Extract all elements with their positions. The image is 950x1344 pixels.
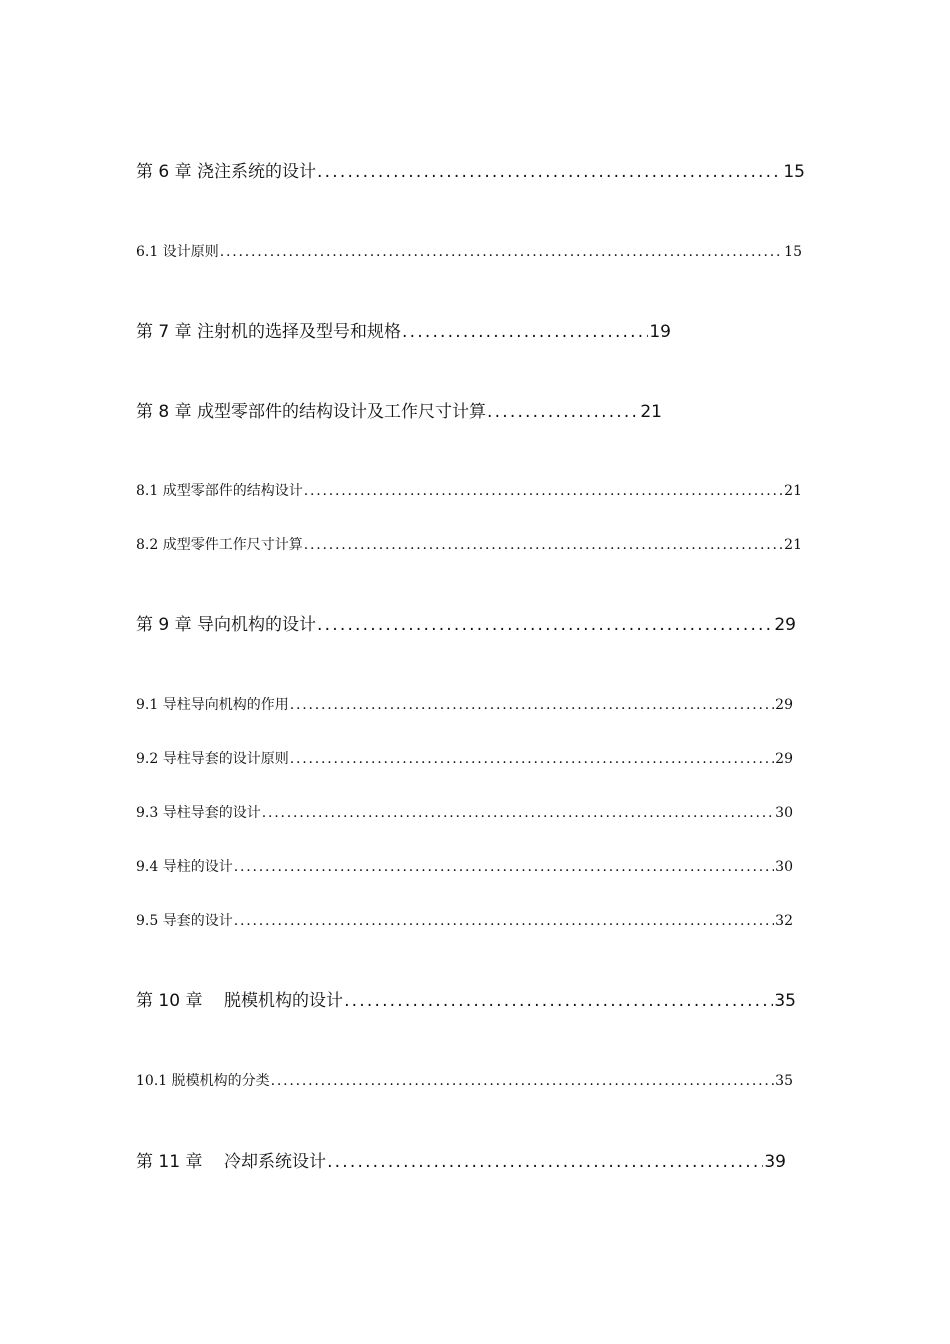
toc-leader-dots — [317, 612, 773, 638]
toc-page-number: 30 — [775, 859, 793, 875]
toc-page-number: 21 — [784, 537, 802, 553]
toc-title: 10.1 脱模机构的分类 — [136, 1073, 270, 1089]
toc-leader-dots — [304, 534, 783, 556]
toc-leader-dots — [271, 1070, 775, 1092]
toc-title: 第 8 章 成型零部件的结构设计及工作尺寸计算 — [136, 402, 487, 422]
toc-section-9-1[interactable] — [136, 694, 793, 716]
toc-page-number: 32 — [775, 913, 793, 929]
toc-page-number: 30 — [775, 805, 793, 821]
toc-section-9-3[interactable] — [136, 802, 793, 824]
toc-page-number: 15 — [783, 162, 805, 182]
toc-leader-dots — [234, 910, 774, 932]
toc-chapter-8[interactable] — [136, 399, 662, 425]
toc-page-number: 19 — [649, 322, 671, 342]
toc-title: 第 6 章 浇注系统的设计 — [136, 162, 317, 182]
toc-title: 第 7 章 注射机的选择及型号和规格 — [136, 322, 402, 342]
toc-title: 第 11 章 冷却系统设计 — [136, 1152, 327, 1172]
toc-leader-dots — [317, 159, 782, 185]
toc-chapter-10[interactable] — [136, 988, 796, 1014]
toc-section-8-2[interactable] — [136, 534, 802, 556]
toc-page-number: 29 — [774, 615, 796, 635]
toc-section-9-5[interactable] — [136, 910, 793, 932]
toc-page-number: 21 — [784, 483, 802, 499]
toc-section-6-1[interactable] — [136, 241, 802, 263]
toc-leader-dots — [402, 319, 648, 345]
toc-page-number: 39 — [764, 1152, 786, 1172]
toc-leader-dots — [344, 988, 773, 1014]
toc-title: 8.1 成型零部件的结构设计 — [136, 483, 303, 499]
toc-leader-dots — [290, 694, 774, 716]
toc-page-number: 15 — [784, 244, 802, 260]
toc-leader-dots — [220, 241, 783, 263]
toc-title: 9.5 导套的设计 — [136, 913, 233, 929]
toc-page-number: 21 — [640, 402, 662, 422]
toc-title: 9.1 导柱导向机构的作用 — [136, 697, 289, 713]
toc-title: 6.1 设计原则 — [136, 244, 219, 260]
toc-leader-dots — [487, 399, 639, 425]
toc-title: 9.4 导柱的设计 — [136, 859, 233, 875]
toc-section-9-4[interactable] — [136, 856, 793, 878]
toc-leader-dots — [304, 480, 783, 502]
toc-page-number: 35 — [774, 991, 796, 1011]
toc-section-10-1[interactable] — [136, 1070, 793, 1092]
toc-page-number: 29 — [775, 697, 793, 713]
toc-chapter-9[interactable] — [136, 612, 796, 638]
toc-leader-dots — [290, 748, 774, 770]
toc-title: 8.2 成型零件工作尺寸计算 — [136, 537, 303, 553]
toc-section-9-2[interactable] — [136, 748, 793, 770]
toc-leader-dots — [327, 1149, 763, 1175]
toc-chapter-6[interactable] — [136, 159, 805, 185]
toc-title: 第 9 章 导向机构的设计 — [136, 615, 317, 635]
toc-chapter-11[interactable] — [136, 1149, 786, 1175]
toc-title: 9.3 导柱导套的设计 — [136, 805, 261, 821]
toc-leader-dots — [234, 856, 774, 878]
toc-page-number: 29 — [775, 751, 793, 767]
toc-chapter-7[interactable] — [136, 319, 671, 345]
toc-title: 9.2 导柱导套的设计原则 — [136, 751, 289, 767]
toc-page-number: 35 — [775, 1073, 793, 1089]
toc-leader-dots — [262, 802, 774, 824]
toc-section-8-1[interactable] — [136, 480, 802, 502]
toc-title: 第 10 章 脱模机构的设计 — [136, 991, 344, 1011]
